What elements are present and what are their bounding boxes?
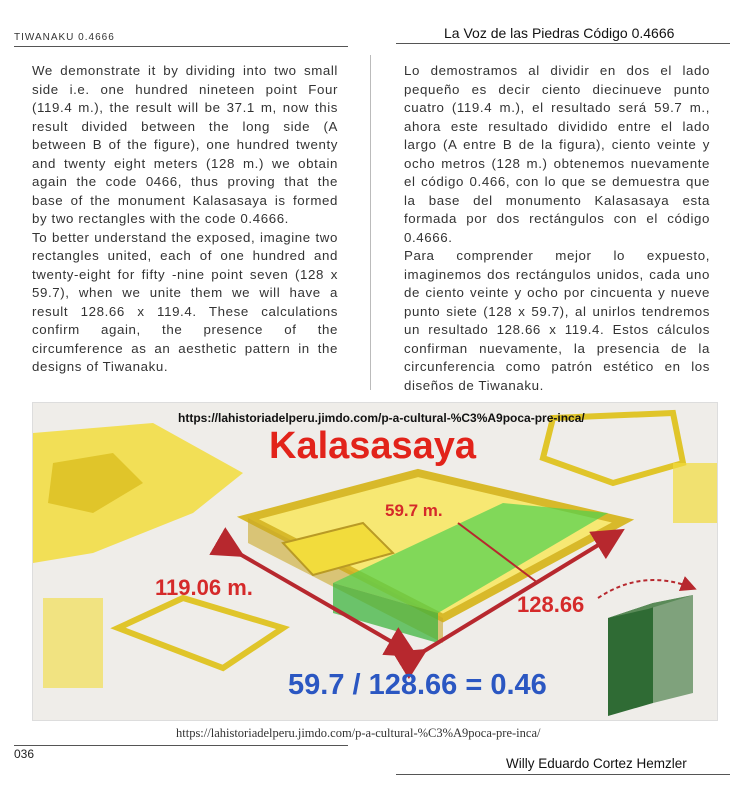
footer-rule-left: [14, 745, 348, 746]
ratio-equation: 59.7 / 128.66 = 0.46: [288, 669, 547, 701]
english-column: [32, 62, 338, 377]
spanish-paragraph-1: Lo demostramos al dividir en dos el lado pequeño es decir ciento diecinueve punto cuatro (119.4 m.), el resultado será 59.7 m., ahora este resultado dividido entre el lado largo (A entre B de la figura), ciento veinte y ocho metros (128 m.) obtenemos nuevamente el código 0.466, con lo que se demuestra que la base del monumento Kalasasaya esta formada por dos rectángulos con el código 0.4666.: [404, 63, 710, 245]
column-divider: [370, 55, 371, 390]
running-header-right: La Voz de las Piedras Código 0.4666: [444, 25, 675, 41]
spanish-paragraph-2: Para comprender mejor lo expuesto, imaginemos dos rectángulos unidos, cada uno de ciento veinte y ocho por cincuenta y nueve punto siete (128 x 59.7), al unirlos tendremos un resultado 128.66 x 119.4. Estos cálculos confirman nuevamente, la presencia de la circunferencia como patrón estético en los diseños de Tiwanaku.: [404, 248, 710, 393]
author-name: Willy Eduardo Cortez Hemzler: [506, 756, 687, 771]
english-paragraph-2: To better understand the exposed, imagine two rectangles united, each of one hundred and twenty-eight for fifty -nine point seven (128 x 59.7), when we unite them we will have a result 128.66 x 119.4. These calculations confirm again, the presence of the circumference as an aesthetic pattern in the designs of Tiwanaku.: [32, 229, 338, 374]
footer-rule-right: [396, 774, 730, 775]
box-side-face: [653, 595, 693, 703]
figure-title: Kalasasaya: [269, 425, 477, 467]
english-paragraph-1: We demonstrate it by dividing into two small side i.e. one hundred nineteen point Four (119.4 m.), the result will be 37.1 m, now this result divided between the long side (A between B of the figure), one hundred twenty and twenty eight meters (128 m.) we obtain again the code 0466, thus proving that the base of the monument Kalasasaya is formed by two rectangles with the code 0.4666.: [32, 63, 338, 226]
side-label: 119.06 m.: [155, 575, 253, 600]
long-side-label: 128.66: [517, 592, 585, 617]
header-rule-right: [396, 43, 730, 44]
running-header-left: TIWANAKU 0.4666: [14, 32, 115, 43]
box-front-face: [608, 603, 653, 716]
page-number: 036: [14, 747, 35, 761]
figure-url: https://lahistoriadelperu.jimdo.com/p-a-cultural-%C3%A9poca-pre-inca/: [178, 411, 585, 425]
header-rule-left: [14, 46, 348, 47]
width-label: 59.7 m.: [385, 501, 443, 520]
kalasasaya-figure: [33, 403, 717, 720]
figure-caption: https://lahistoriadelperu.jimdo.com/p-a-cultural-%C3%A9poca-pre-inca/: [176, 726, 541, 740]
spanish-column: [404, 62, 710, 395]
